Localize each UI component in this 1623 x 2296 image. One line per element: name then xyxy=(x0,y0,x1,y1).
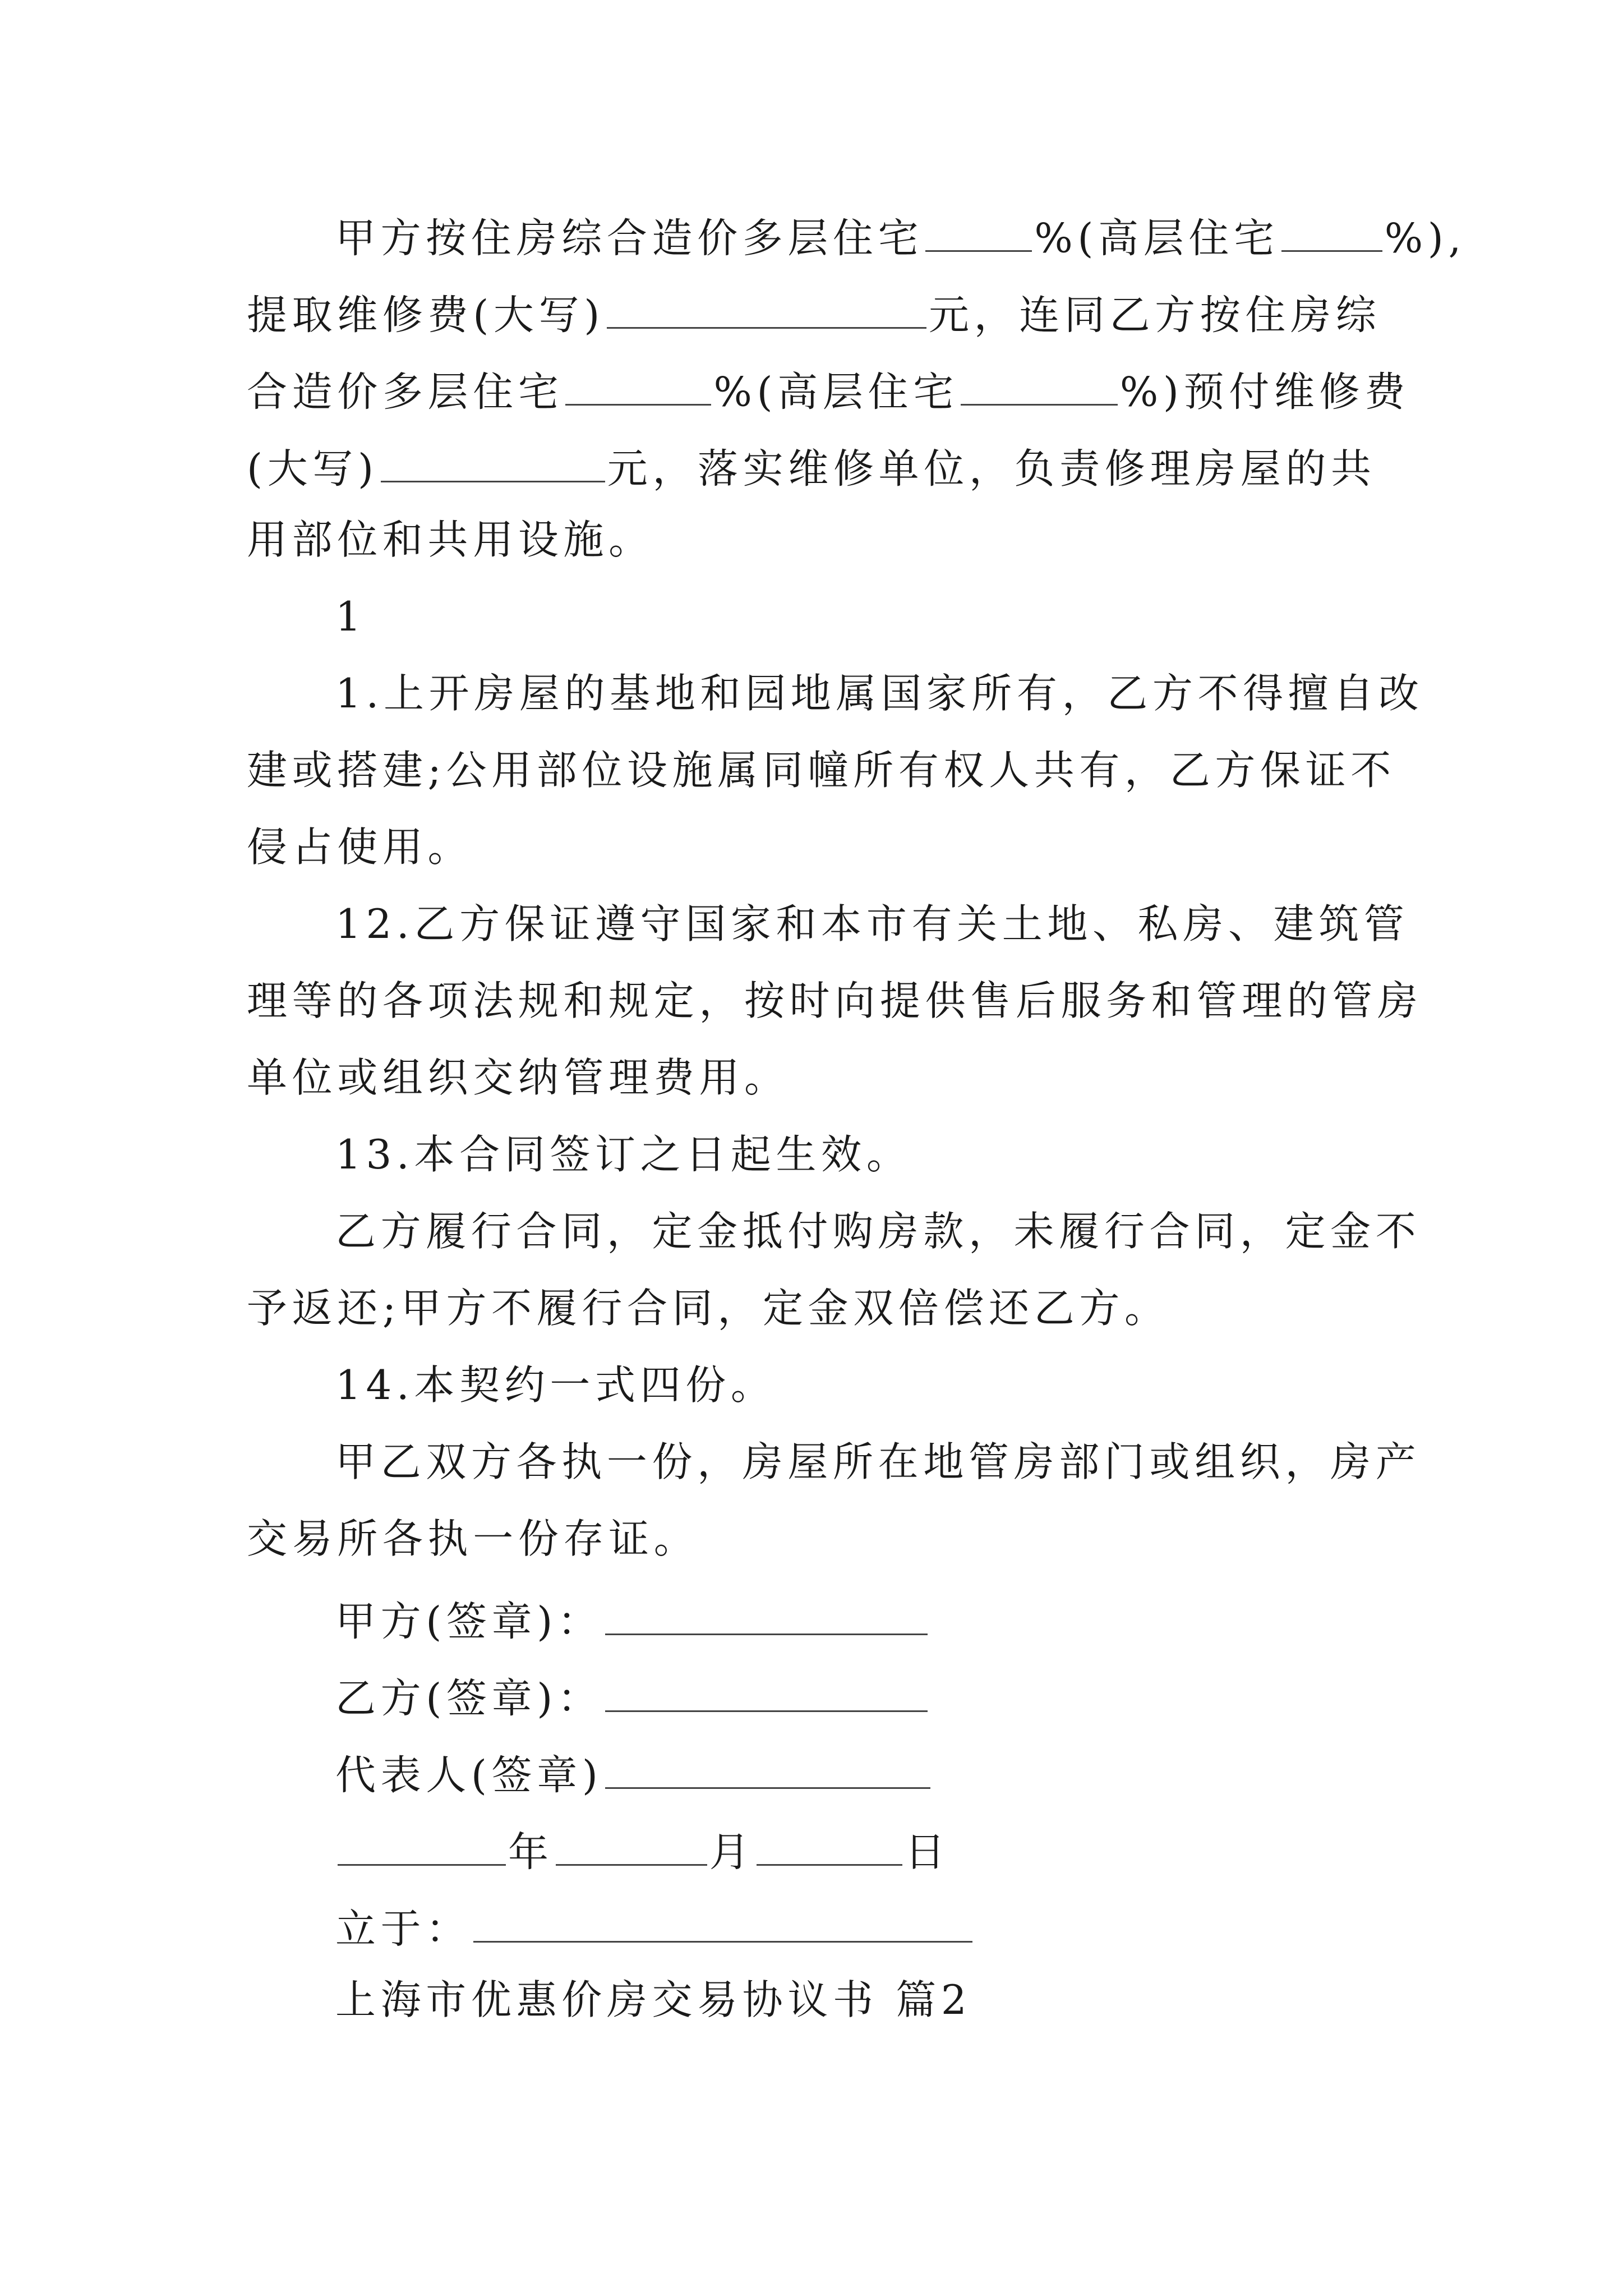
clause13 xyxy=(335,1131,912,1178)
year-field[interactable] xyxy=(338,1826,506,1866)
month-field[interactable] xyxy=(556,1826,707,1866)
day-field[interactable] xyxy=(757,1826,902,1866)
place-line xyxy=(335,1903,975,1953)
para1-line4 xyxy=(247,443,1376,493)
text: 理等的各项法规和规定，按时向提供售后服务和管理的管房 xyxy=(247,977,1423,1024)
blank-field[interactable] xyxy=(1281,212,1382,252)
text: 建或搭建;公用部位设施属同幢所有权人共有，乙方保证不 xyxy=(247,747,1396,794)
label: 日 xyxy=(905,1828,950,1876)
clause1-line2 xyxy=(247,747,1396,794)
text: 12.乙方保证遵守国家和本市有关土地、私房、建筑管 xyxy=(335,900,1409,947)
text: 予返还;甲方不履行合同，定金双倍偿还乙方。 xyxy=(247,1285,1170,1332)
clause12-line2 xyxy=(247,977,1423,1024)
signature-field[interactable] xyxy=(605,1672,928,1712)
clause12-line3 xyxy=(247,1054,790,1101)
label: 年 xyxy=(508,1828,554,1876)
text: 14.本契约一式四份。 xyxy=(335,1361,776,1409)
deposit-line2 xyxy=(247,1285,1170,1332)
blank-field[interactable] xyxy=(961,366,1118,406)
blank-field[interactable] xyxy=(607,289,926,329)
representative-signature xyxy=(335,1749,933,1799)
section-number xyxy=(335,593,366,640)
text: 交易所各执一份存证。 xyxy=(247,1515,699,1562)
blank-field[interactable] xyxy=(381,443,605,482)
text: 合造价多层住宅 xyxy=(247,368,564,416)
label: 甲方(签章)： xyxy=(335,1598,603,1645)
text: 1.上开房屋的基地和园地属国家所有，乙方不得擅自改 xyxy=(335,670,1424,717)
clause1-line3 xyxy=(247,823,473,871)
text: 元，落实维修单位，负责修理房屋的共 xyxy=(607,445,1376,493)
text: 单位或组织交纳管理费用。 xyxy=(247,1054,790,1101)
para1-line3 xyxy=(247,366,1410,416)
party-b-signature xyxy=(335,1672,930,1722)
text: 乙方履行合同，定金抵付购房款，未履行合同，定金不 xyxy=(335,1208,1421,1255)
text: %)预付维修费 xyxy=(1119,368,1410,416)
text: %(高层住宅 xyxy=(1034,214,1279,262)
text: 侵占使用。 xyxy=(247,823,473,871)
clause1-line1 xyxy=(335,670,1424,717)
signature-field[interactable] xyxy=(605,1595,928,1635)
para1-line2 xyxy=(247,289,1381,339)
text: 1 xyxy=(335,593,366,640)
text: 提取维修费(大写) xyxy=(247,291,605,339)
party-a-signature xyxy=(335,1595,930,1645)
text: 上海市优惠价房交易协议书 篇2 xyxy=(335,1976,972,2023)
label: 月 xyxy=(709,1828,755,1876)
signature-field[interactable] xyxy=(605,1749,930,1789)
para1-line1 xyxy=(335,212,1466,262)
copies-line2 xyxy=(247,1515,699,1562)
next-section-title xyxy=(335,1976,972,2023)
text: (大写) xyxy=(247,445,379,493)
clause14 xyxy=(335,1361,776,1409)
place-field[interactable] xyxy=(473,1903,972,1943)
clause12-line1 xyxy=(335,900,1409,947)
date-line xyxy=(335,1826,950,1876)
label: 立于： xyxy=(335,1905,471,1953)
label: 代表人(签章) xyxy=(335,1751,603,1799)
blank-field[interactable] xyxy=(565,366,711,406)
text: 甲方按住房综合造价多层住宅 xyxy=(335,214,924,262)
text: 元，连同乙方按住房综 xyxy=(928,291,1381,339)
copies-line1 xyxy=(335,1438,1421,1485)
text: 用部位和共用设施。 xyxy=(247,516,654,563)
text: %(高层住宅 xyxy=(713,368,958,416)
deposit-line1 xyxy=(335,1208,1421,1255)
label: 乙方(签章)： xyxy=(335,1674,603,1722)
text: %), xyxy=(1384,214,1466,262)
text: 甲乙双方各执一份，房屋所在地管房部门或组织，房产 xyxy=(335,1438,1421,1485)
blank-field[interactable] xyxy=(925,212,1032,252)
para1-line5 xyxy=(247,516,654,563)
text: 13.本合同签订之日起生效。 xyxy=(335,1131,912,1178)
